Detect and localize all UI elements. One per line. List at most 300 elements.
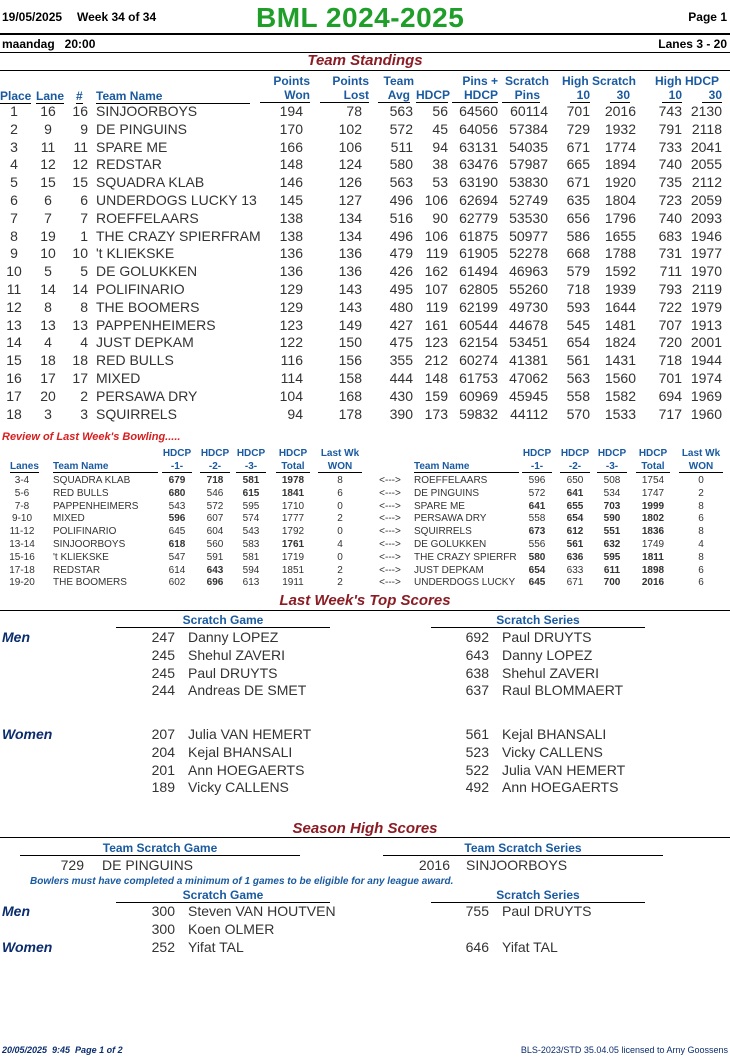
standings-cell-place: 4 [10, 156, 18, 173]
season-title: Season High Scores [292, 820, 438, 837]
hdr-high-hdcp-30: 30 [702, 88, 722, 103]
standings-cell-scratch-pins: 57987 [509, 156, 548, 173]
standings-cell-place: 15 [6, 352, 22, 369]
standings-cell-pins-hdcp: 63190 [459, 174, 498, 191]
page-number: Page 1 [688, 10, 727, 24]
standings-cell-high-scratch-30: 1824 [604, 334, 636, 351]
review-cell-b2: 671 [566, 577, 584, 589]
standings-cell-lane: 6 [44, 192, 52, 208]
standings-cell-num: 13 [72, 316, 88, 333]
standings-cell-lane: 20 [40, 387, 56, 404]
review-cell-at: 1978 [281, 475, 305, 486]
review-cell-a: 't KLIEKSKE [53, 551, 109, 563]
standings-cell-lost: 136 [338, 263, 362, 280]
review-cell-a2: 572 [206, 500, 224, 512]
standings-cell-high-hdcp-10: 722 [658, 298, 682, 315]
hdr-scratch-pins-1: Scratch [504, 74, 549, 88]
review-cell-bw: 4 [698, 539, 704, 550]
hdr-high-scratch-30: 30 [610, 88, 630, 103]
review-cell-a1: 547 [168, 551, 186, 563]
review-cell-a: REDSTAR [53, 564, 101, 576]
week-label: Week 34 of 34 [77, 10, 157, 24]
standings-cell-team: DE PINGUINS [96, 120, 188, 137]
season-series-header: Scratch Series [431, 888, 645, 903]
standings-cell-lane: 13 [40, 316, 56, 333]
review-cell-bw: 2 [698, 487, 704, 499]
rv-hdr-g1-b: -1- [522, 461, 552, 473]
standings-cell-high-hdcp-10: 791 [658, 120, 682, 137]
review-cell-bt: 2016 [641, 577, 665, 589]
bowler-name: Andreas DE SMET [188, 682, 307, 699]
standings-cell-num: 2 [80, 387, 88, 404]
review-cell-bw: 8 [698, 526, 704, 538]
standings-cell-team: THE BOOMERS [96, 298, 200, 315]
review-cell-lanes: 7-8 [14, 500, 30, 512]
standings-cell-pins-hdcp: 60274 [459, 352, 498, 369]
standings-cell-high-hdcp-10: 740 [658, 156, 682, 173]
rv-hdr-hdcp1-b: HDCP [522, 448, 552, 459]
standings-cell-hdcp: 53 [432, 174, 448, 191]
standings-cell-won: 166 [279, 138, 303, 155]
standings-cell-won: 116 [280, 352, 303, 369]
standings-row [0, 388, 730, 406]
bowler-name: Vicky CALLENS [502, 743, 603, 760]
review-cell-a3: 581 [242, 475, 260, 486]
standings-cell-team: ROEFFELAARS [96, 209, 199, 226]
standings-cell-scratch-pins: 50977 [509, 227, 548, 244]
review-cell-b2: 655 [566, 500, 584, 512]
standings-cell-avg: 475 [389, 334, 413, 351]
rv-hdr-lanes: Lanes [10, 461, 39, 472]
standings-cell-high-hdcp-10: 733 [658, 138, 682, 155]
review-cell-a: MIXED [53, 513, 85, 525]
standings-cell-lost: 102 [338, 120, 362, 137]
standings-cell-lane: 3 [44, 405, 52, 422]
standings-cell-lost: 178 [338, 405, 362, 422]
team-game-name: DE PINGUINS [102, 857, 194, 873]
top-scores-rule [0, 610, 730, 611]
review-cell-at: 1719 [281, 551, 305, 563]
standings-cell-scratch-pins: 49730 [509, 298, 548, 315]
hdr-high-scratch-10: 10 [570, 88, 590, 103]
standings-cell-lane: 11 [40, 138, 56, 155]
standings-cell-avg: 580 [389, 156, 413, 173]
standings-cell-team: PAPPENHEIMERS [96, 316, 216, 333]
review-cell-aw: 2 [337, 577, 343, 589]
standings-cell-high-scratch-30: 1481 [604, 316, 636, 333]
review-cell-a3: 615 [242, 487, 260, 499]
rv-hdr-lw1-a: Last Wk [320, 448, 360, 459]
rv-hdr-team-b: Team Name [414, 461, 519, 473]
standings-cell-lost: 106 [338, 138, 362, 155]
review-cell-lanes: 19-20 [9, 577, 35, 589]
standings-row [0, 352, 730, 370]
standings-cell-avg: 430 [389, 387, 413, 404]
standings-cell-lane: 5 [44, 263, 52, 280]
standings-cell-lane: 4 [44, 334, 52, 351]
score-value: 646 [465, 939, 489, 955]
standings-cell-avg: 427 [389, 316, 413, 333]
review-cell-at: 1792 [281, 526, 305, 538]
review-cell-a: PAPPENHEIMERS [53, 500, 139, 512]
review-cell-aw: 0 [337, 500, 343, 512]
review-cell-b1: 558 [528, 513, 546, 525]
standings-cell-lane: 14 [40, 281, 56, 297]
review-cell-at: 1710 [281, 500, 305, 512]
review-vs-arrow: <---> [379, 577, 401, 589]
standings-cell-high-hdcp-10: 735 [658, 174, 682, 191]
review-cell-b1: 572 [528, 487, 546, 499]
standings-cell-hdcp: 148 [424, 370, 448, 386]
review-cell-b: SPARE ME [414, 500, 465, 512]
standings-cell-high-scratch-10: 671 [566, 174, 590, 191]
standings-cell-lost: 78 [346, 103, 362, 119]
standings-cell-pins-hdcp: 62779 [459, 209, 498, 226]
standings-title: Team Standings [307, 52, 423, 69]
review-cell-at: 1777 [281, 513, 305, 525]
review-cell-b1: 556 [528, 539, 546, 550]
standings-cell-avg: 495 [389, 281, 413, 297]
review-cell-b2: 633 [566, 564, 584, 576]
standings-cell-scratch-pins: 53830 [509, 174, 548, 191]
standings-cell-pins-hdcp: 61875 [459, 227, 498, 244]
standings-cell-team: THE CRAZY SPIERFRAM [96, 227, 261, 244]
standings-cell-hdcp: 38 [432, 156, 448, 173]
standings-cell-high-scratch-10: 586 [566, 227, 590, 244]
review-row [0, 513, 730, 526]
standings-cell-pins-hdcp: 60544 [459, 316, 498, 333]
review-cell-b3: 632 [603, 539, 621, 550]
review-cell-b1: 596 [528, 475, 546, 486]
standings-row [0, 139, 730, 157]
standings-cell-high-hdcp-10: 694 [658, 387, 682, 404]
score-value: 755 [465, 903, 489, 919]
league-title: BML 2024-2025 [256, 2, 465, 33]
standings-cell-place: 6 [10, 192, 18, 208]
review-cell-bt: 1811 [642, 551, 664, 563]
bowler-name: Paul DRUYTS [502, 903, 592, 919]
standings-cell-high-scratch-30: 1582 [604, 387, 636, 404]
review-cell-b: PERSAWA DRY [414, 513, 487, 525]
standings-cell-high-hdcp-30: 2001 [690, 334, 722, 351]
standings-cell-pins-hdcp: 62694 [459, 192, 498, 208]
standings-cell-avg: 480 [389, 298, 413, 315]
review-cell-b: DE GOLUKKEN [414, 539, 487, 550]
standings-cell-num: 16 [72, 103, 88, 119]
standings-cell-num: 12 [72, 156, 88, 173]
standings-cell-pins-hdcp: 62805 [459, 281, 498, 297]
review-cell-at: 1761 [281, 539, 305, 550]
standings-cell-pins-hdcp: 59832 [459, 405, 498, 422]
standings-cell-scratch-pins: 44112 [510, 405, 548, 422]
bowler-name: Yifat TAL [502, 939, 558, 955]
standings-cell-scratch-pins: 45945 [509, 387, 548, 404]
hdr-high-hdcp: High HDCP [655, 74, 719, 88]
standings-cell-hdcp: 56 [432, 103, 448, 119]
standings-cell-avg: 355 [389, 352, 413, 369]
top-women-label: Women [2, 726, 53, 742]
review-cell-b3: 611 [603, 564, 621, 576]
rv-hdr-lw2-b: WON [679, 461, 723, 473]
review-vs-arrow: <---> [379, 564, 401, 576]
review-cell-a2: 560 [206, 539, 224, 550]
standings-cell-num: 14 [72, 281, 88, 297]
standings-row [0, 281, 730, 299]
review-cell-a3: 594 [242, 564, 260, 576]
bowler-name: Shehul ZAVERI [188, 646, 286, 663]
review-vs-arrow: <---> [379, 475, 401, 486]
standings-cell-high-scratch-30: 1533 [604, 405, 636, 422]
review-cell-b1: 673 [528, 526, 546, 538]
review-cell-a2: 546 [206, 487, 224, 499]
review-cell-bt: 1802 [641, 513, 665, 525]
review-cell-b3: 595 [603, 551, 621, 563]
score-value: 245 [151, 646, 175, 663]
standings-row [0, 103, 730, 121]
review-cell-b: SQUIRRELS [414, 526, 472, 538]
standings-cell-place: 14 [6, 334, 22, 351]
bowler-name: Shehul ZAVERI [502, 664, 600, 681]
review-cell-b1: 654 [528, 564, 546, 576]
standings-cell-high-scratch-30: 1804 [604, 192, 636, 208]
review-cell-b2: 641 [566, 487, 584, 499]
review-cell-lanes: 3-4 [14, 475, 30, 486]
standings-cell-high-scratch-30: 1592 [604, 263, 636, 280]
review-cell-a3: 543 [242, 526, 260, 538]
standings-cell-high-scratch-10: 718 [566, 281, 590, 297]
standings-cell-num: 17 [72, 370, 88, 386]
hdr-points-won-2: Won [260, 88, 310, 103]
standings-cell-high-scratch-30: 1431 [604, 352, 636, 369]
standings-cell-hdcp: 106 [424, 227, 448, 244]
review-cell-b2: 654 [566, 513, 584, 525]
standings-cell-scratch-pins: 47062 [509, 370, 548, 386]
review-row [0, 501, 730, 514]
standings-cell-won: 129 [279, 281, 303, 297]
rv-hdr-g2-b: -2- [560, 461, 590, 473]
review-cell-bw: 6 [698, 513, 704, 525]
standings-cell-won: 104 [279, 387, 303, 404]
standings-cell-won: 194 [279, 103, 303, 119]
standings-cell-num: 1 [80, 227, 88, 244]
standings-cell-team: POLIFINARIO [96, 281, 185, 297]
review-cell-lanes: 15-16 [9, 551, 35, 563]
season-men-label: Men [2, 903, 30, 919]
review-row [0, 565, 730, 578]
standings-cell-hdcp: 162 [424, 263, 448, 280]
standings-cell-avg: 496 [389, 227, 413, 244]
team-game-score: 729 [60, 857, 84, 873]
review-cell-bt: 1749 [641, 539, 665, 550]
standings-cell-high-scratch-30: 1920 [604, 174, 636, 191]
standings-cell-high-scratch-10: 701 [566, 103, 590, 119]
standings-cell-high-scratch-10: 563 [566, 370, 590, 386]
standings-cell-place: 8 [10, 227, 18, 244]
review-title: Review of Last Week's Bowling..... [2, 431, 181, 443]
standings-cell-place: 18 [6, 405, 22, 422]
standings-cell-num: 10 [72, 245, 88, 262]
standings-cell-hdcp: 119 [425, 245, 448, 262]
rv-hdr-g1-a: -1- [162, 461, 192, 473]
review-vs-arrow: <---> [379, 487, 401, 499]
standings-cell-lost: 127 [338, 192, 362, 208]
standings-cell-scratch-pins: 52749 [509, 192, 548, 208]
review-header [0, 446, 730, 474]
standings-cell-num: 4 [80, 334, 88, 351]
standings-row [0, 228, 730, 246]
rv-hdr-lw2-a: WON [318, 461, 362, 473]
review-cell-a: SINJOORBOYS [53, 539, 126, 550]
standings-cell-team: SQUIRRELS [96, 405, 177, 422]
standings-cell-team: MIXED [96, 370, 141, 386]
standings-cell-high-scratch-10: 561 [566, 352, 590, 369]
review-cell-b3: 590 [603, 513, 621, 525]
score-value: 247 [151, 629, 175, 645]
standings-cell-avg: 563 [389, 103, 413, 119]
standings-cell-num: 18 [72, 352, 88, 369]
standings-row [0, 210, 730, 228]
standings-cell-place: 10 [6, 263, 22, 280]
lanes-range: Lanes 3 - 20 [658, 37, 727, 51]
rv-hdr-hdcp2-a: HDCP [200, 448, 230, 459]
score-value: 492 [465, 779, 489, 796]
standings-cell-high-hdcp-30: 1970 [690, 263, 722, 280]
standings-cell-high-hdcp-10: 731 [658, 245, 682, 262]
standings-cell-high-hdcp-30: 2041 [690, 138, 722, 155]
standings-cell-high-scratch-10: 570 [566, 405, 590, 422]
standings-cell-lane: 12 [40, 156, 56, 173]
review-cell-a2: 607 [206, 513, 224, 525]
standings-cell-scratch-pins: 53451 [509, 334, 548, 351]
hdr-lane: Lane [36, 89, 65, 103]
standings-cell-high-scratch-10: 665 [566, 156, 590, 173]
review-cell-b1: 645 [528, 577, 546, 589]
bowler-name: Kejal BHANSALI [502, 726, 607, 742]
standings-cell-place: 1 [10, 103, 18, 119]
standings-cell-high-hdcp-10: 707 [658, 316, 682, 333]
standings-cell-avg: 516 [389, 209, 413, 226]
standings-cell-scratch-pins: 55260 [509, 281, 548, 297]
standings-cell-team: 't KLIEKSKE [96, 245, 175, 262]
bowler-name: Danny LOPEZ [188, 629, 279, 645]
standings-cell-avg: 444 [389, 370, 413, 386]
standings-cell-high-scratch-10: 593 [566, 298, 590, 315]
standings-cell-pins-hdcp: 63476 [459, 156, 498, 173]
standings-cell-high-scratch-10: 558 [566, 387, 590, 404]
standings-cell-high-scratch-10: 656 [566, 209, 590, 226]
standings-cell-team: DE GOLUKKEN [96, 263, 198, 280]
standings-cell-high-scratch-30: 1939 [604, 281, 636, 297]
standings-cell-high-scratch-10: 545 [566, 316, 590, 333]
standings-cell-team: SINJOORBOYS [96, 103, 198, 119]
hdr-place: Place [0, 89, 32, 103]
review-cell-a1: 645 [168, 526, 186, 538]
standings-cell-high-scratch-30: 2016 [604, 103, 636, 119]
score-value: 204 [151, 743, 175, 760]
bowler-name: Julia VAN HEMERT [502, 761, 626, 778]
standings-cell-won: 170 [279, 120, 303, 137]
standings-cell-team: RED BULLS [96, 352, 174, 369]
standings-cell-high-scratch-30: 1796 [604, 209, 636, 226]
standings-cell-team: UNDERDOGS LUCKY 13 [96, 192, 257, 208]
standings-cell-lane: 16 [40, 103, 56, 119]
review-cell-a1: 679 [168, 475, 186, 486]
review-cell-a3: 613 [242, 577, 260, 589]
standings-cell-lane: 18 [40, 352, 56, 369]
standings-cell-high-hdcp-10: 683 [658, 227, 682, 244]
score-value: 638 [465, 664, 489, 681]
bowler-name: Kejal BHANSALI [188, 743, 293, 760]
standings-cell-avg: 426 [389, 263, 413, 280]
hdr-team-avg-2: Avg [378, 88, 410, 103]
bowler-name: Julia VAN HEMERT [188, 726, 312, 742]
review-cell-at: 1911 [282, 577, 304, 589]
review-row [0, 539, 730, 552]
team-series-name: SINJOORBOYS [466, 857, 568, 873]
standings-cell-high-scratch-10: 671 [566, 138, 590, 155]
standings-cell-pins-hdcp: 62199 [459, 298, 498, 315]
hdr-high-scratch: High Scratch [561, 74, 636, 88]
hdr-pins-hdcp-2: HDCP [452, 88, 498, 103]
standings-row [0, 156, 730, 174]
review-cell-lanes: 9-10 [11, 513, 32, 525]
review-vs-arrow: <---> [379, 500, 401, 512]
standings-cell-avg: 390 [389, 405, 413, 422]
standings-cell-num: 6 [80, 192, 88, 208]
review-cell-b: THE CRAZY SPIERFR [414, 551, 517, 563]
review-cell-bt: 1898 [641, 564, 665, 576]
standings-cell-place: 12 [6, 298, 22, 315]
review-cell-a2: 718 [206, 475, 224, 486]
standings-cell-high-hdcp-30: 2112 [691, 174, 722, 191]
standings-cell-num: 3 [80, 405, 88, 422]
standings-cell-high-scratch-30: 1894 [604, 156, 636, 173]
standings-cell-pins-hdcp: 61494 [459, 263, 498, 280]
rv-hdr-tot1-b: HDCP [638, 448, 668, 459]
hdr-scratch-pins-2: Pins [502, 88, 540, 103]
standings-cell-won: 138 [279, 209, 303, 226]
rv-hdr-g3-a: -3- [236, 461, 266, 473]
review-cell-bt: 1999 [641, 500, 665, 512]
standings-row [0, 299, 730, 317]
standings-cell-high-scratch-10: 729 [566, 120, 590, 137]
review-cell-a1: 543 [168, 500, 186, 512]
score-value: 692 [465, 629, 489, 645]
standings-cell-lost: 143 [338, 281, 362, 297]
standings-cell-won: 148 [279, 156, 303, 173]
standings-cell-place: 5 [10, 174, 18, 191]
standings-cell-num: 11 [73, 138, 88, 155]
hdr-points-lost-1: Points [332, 74, 369, 88]
standings-cell-num: 7 [80, 209, 88, 226]
score-value: 523 [465, 743, 489, 760]
standings-cell-lost: 156 [338, 352, 362, 369]
standings-cell-high-scratch-30: 1788 [604, 245, 636, 262]
standings-cell-won: 146 [279, 174, 303, 191]
standings-cell-team: SPARE ME [96, 138, 168, 155]
review-cell-bt: 1754 [641, 475, 665, 486]
rv-hdr-hdcp3-a: HDCP [236, 448, 266, 459]
review-row [0, 552, 730, 565]
standings-cell-high-hdcp-30: 2055 [690, 156, 722, 173]
standings-cell-pins-hdcp: 64056 [459, 120, 498, 137]
review-cell-a2: 643 [206, 564, 224, 576]
standings-cell-lane: 10 [40, 245, 56, 262]
standings-cell-avg: 572 [389, 120, 413, 137]
review-cell-b3: 703 [603, 500, 621, 512]
review-cell-aw: 0 [337, 526, 343, 538]
review-cell-lanes: 13-14 [9, 539, 35, 550]
